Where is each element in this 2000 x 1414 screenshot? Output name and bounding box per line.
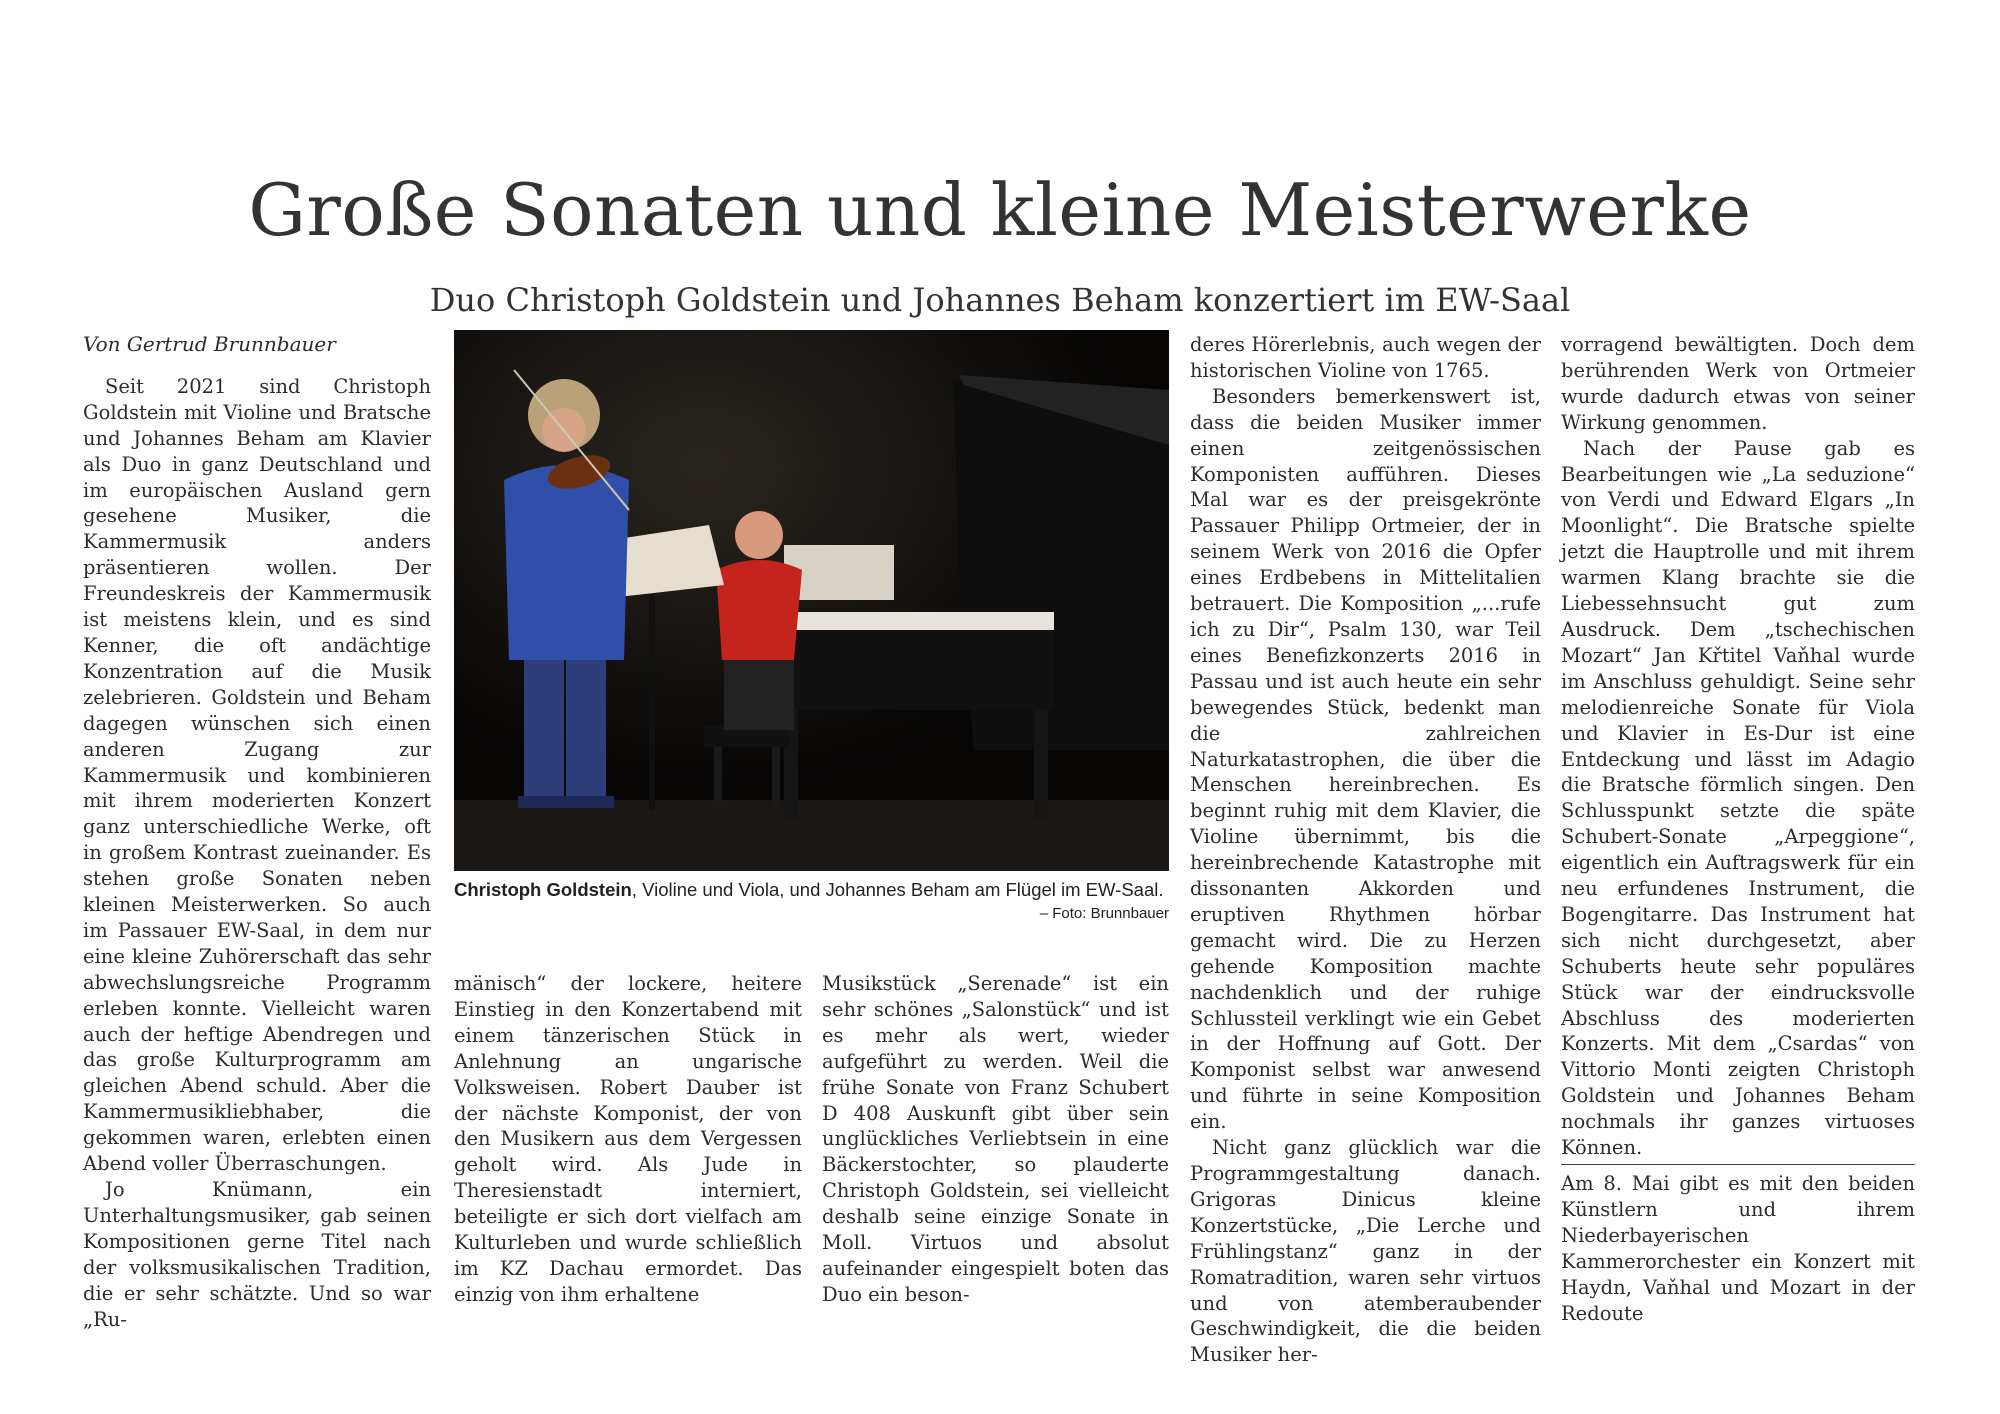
column-3 <box>822 971 1169 1308</box>
concert-photo <box>454 330 1169 871</box>
paragraph: Jo Knümann, ein Unterhaltungsmusiker, gab seinen Kompositionen gerne Titel nach der volksmusikalischen Tradition, die er sehr schätzte. Und so war „Ru- <box>83 1178 431 1331</box>
paragraph: Seit 2021 sind Christoph Goldstein mit Violine und Bratsche und Johannes Beham am Klavier als Duo in ganz Deutschland und im europäischen Ausland gern gesehene Musiker, die Kammermusik anders präsentieren wollen. Der Freundeskreis der Kammermusik ist meistens klein, und es sind Kenner, die oft andächtige Konzentration auf die Musik zelebrieren. Goldstein und Beham dagegen wünschen sich einen anderen Zugang zur Kammermusik und kombinieren mit ihrem moderierten Konzert ganz unterschiedliche Werke, oft in großem Kontrast zueinander. Es stehen große Sonaten neben kleinen Meisterwerken. So auch im Passauer EW-Saal, in dem nur eine kleine Zuhörerschaft das sehr abwechslungsreiche Programm erleben konnte. Vielleicht waren auch der heftige Abendregen und das große Kulturprogramm am gleichen Abend schuld. Aber die Kammermusikliebhaber, die gekommen waren, erlebten einen Abend voller Überraschungen. <box>83 374 431 1176</box>
paragraph: Besonders bemerkenswert ist, dass die beiden Musiker immer einen zeitgenössischen Komponisten aufführen. Dieses Mal war es der preisgekrönte Passauer Philipp Ortmeier, der in seinem Werk von 2016 die Opfer eines Erdbebens in Mittelitalien betrauert. Die Komposition „...rufe ich zu Dir“, Psalm 130, war Teil eines Benefizkonzerts 2016 in Passau und ist auch heute ein sehr bewegendes Stück, bedenkt man die zahlreichen Naturkatastrophen, die über die Menschen hereinbrechen. Es beginnt ruhig mit dem Klavier, die Violine übernimmt, bis die hereinbrechende Katastrophe mit dissonanten Akkorden und eruptiven Rhythmen hörbar gemacht wird. Die zu Herzen gehende Komposition machte nachdenklich und der ruhige Schlussteil verklingt wie ein Gebet in der Hoffnung auf Gott. Der Komponist selbst war anwesend und führte in seine Komposition ein. <box>1190 384 1541 1134</box>
subheadline: Duo Christoph Goldstein und Johannes Beham konzertiert im EW-Saal <box>429 281 1571 319</box>
paragraph: Nicht ganz glücklich war die Programmgestaltung danach. Grigoras Dinicus kleine Konzertstücke, „Die Lerche und Frühlingstanz“ ganz in der Romatradition, waren sehr virtuos und von atemberaubender Geschwindigkeit, die die beiden Musiker her- <box>1190 1136 1541 1367</box>
byline: Von Gertrud Brunnbauer <box>83 332 336 356</box>
paragraph: Am 8. Mai gibt es mit den beiden Künstlern und ihrem Niederbayerischen Kammerorchester ein Konzert mit Haydn, Vaňhal und Mozart in der Redoute <box>1561 1172 1915 1325</box>
caption-text: , Violine und Viola, und Johannes Beham am Flügel im EW-Saal. <box>631 879 1164 900</box>
column-4 <box>1190 332 1541 1368</box>
photo-caption <box>454 878 1169 922</box>
paragraph: mänisch“ der lockere, heitere Einstieg in den Konzertabend mit einem tänzerischen Stück in Anlehnung an ungarische Volksweisen. Robert Dauber ist der nächste Komponist, der von den Musikern aus dem Vergessen geholt wird. Als Jude in Theresienstadt interniert, beteiligte er sich dort vielfach am Kulturleben und wurde schließlich im KZ Dachau ermordet. Das einzig von ihm erhaltene <box>454 972 802 1306</box>
event-note <box>1561 1164 1915 1326</box>
photo-credit: – Foto: Brunnbauer <box>1039 905 1169 922</box>
paragraph: deres Hörerlebnis, auch wegen der historischen Violine von 1765. <box>1190 333 1541 382</box>
headline: Große Sonaten und kleine Meisterwerke <box>248 168 1752 252</box>
paragraph: Musikstück „Serenade“ ist ein sehr schönes „Salonstück“ und ist es mehr als wert, wieder aufgeführt zu werden. Weil die frühe Sonate von Franz Schubert D 408 Auskunft gibt über sein unglückliches Verliebtsein in eine Bäckerstochter, so plauderte Christoph Goldstein, sei vielleicht deshalb seine einzige Sonate in Moll. Virtuos und absolut aufeinander eingespielt boten das Duo ein beson- <box>822 972 1169 1306</box>
paragraph: vorragend bewältigten. Doch dem berührenden Werk von Ortmeier wurde dadurch etwas von seiner Wirkung genommen. <box>1561 333 1915 434</box>
paragraph: Nach der Pause gab es Bearbeitungen wie „La seduzione“ von Verdi und Edward Elgars „In Moonlight“. Die Bratsche spielte jetzt die Hauptrolle und mit ihrem warmen Klang brachte sie die Liebessehnsucht gut zum Ausdruck. Dem „tschechischen Mozart“ Jan Křtitel Vaňhal wurde im Anschluss gehuldigt. Seine sehr melodienreiche Sonate für Viola und Klavier in Es-Dur ist eine Entdeckung und lässt im Adagio die Bratsche förmlich singen. Den Schlusspunkt setzte die späte Schubert-Sonate „Arpeggione“, eigentlich ein Auftragswerk für ein neu erfundenes Instrument, die Bogengitarre. Das Instrument hat sich nicht durchgesetzt, aber Schuberts heute sehr populäres Stück war der eindrucksvolle Abschluss des moderierten Konzerts. Mit dem „Csardas“ von Vittorio Monti zeigten Christoph Goldstein und Johannes Beham nochmals ihr ganzes virtuoses Können. <box>1561 436 1915 1160</box>
column-1 <box>83 332 431 1332</box>
column-2 <box>454 971 802 1308</box>
caption-name: Christoph Goldstein <box>454 879 632 900</box>
column-5 <box>1561 332 1915 1161</box>
